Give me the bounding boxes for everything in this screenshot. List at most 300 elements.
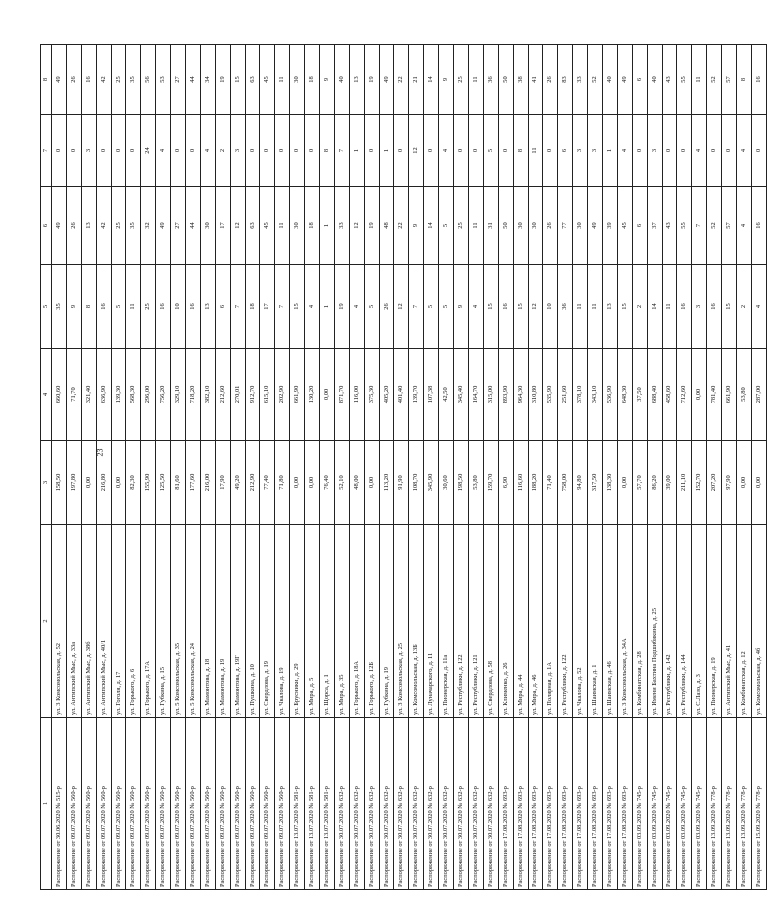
table-row	[66, 45, 81, 890]
count-cell: 0	[305, 115, 320, 187]
order-cell: Распоряжение от 03.09.2020 № 745-р	[692, 718, 707, 890]
table-row	[52, 45, 67, 890]
count-cell: 0	[186, 115, 201, 187]
address-cell: ул. Горького, д. 6	[126, 525, 141, 718]
order-cell: Распоряжение от 09.07.2020 № 560-р	[126, 718, 141, 890]
count-cell: 0	[364, 115, 379, 187]
area-cell: 345,90	[424, 441, 439, 525]
table-row	[513, 45, 528, 890]
count-cell: 13	[602, 265, 617, 349]
count-cell: 12	[528, 265, 543, 349]
address-cell: ул. Шаимская, д. 46	[602, 525, 617, 718]
total-cell: 30	[290, 45, 305, 115]
count-cell: 4	[156, 115, 171, 187]
count-cell: 16	[186, 265, 201, 349]
count-cell: 12	[230, 187, 245, 265]
area-cell: 49,20	[230, 441, 245, 525]
address-cell: ул. Щорса, д. 1	[320, 525, 335, 718]
count-cell: 32	[141, 187, 156, 265]
count-cell: 39	[602, 187, 617, 265]
area-cell: 30,60	[439, 441, 454, 525]
table-row	[617, 45, 632, 890]
count-cell: 7	[230, 265, 245, 349]
total-cell: 27	[171, 45, 186, 115]
table-row	[439, 45, 454, 890]
total-cell: 49	[52, 45, 67, 115]
area-cell: 758,00	[558, 441, 573, 525]
area-cell: 648,30	[617, 349, 632, 441]
count-cell: 19	[334, 265, 349, 349]
area-cell: 158,50	[52, 441, 67, 525]
order-cell: Распоряжение от 03.09.2020 № 745-р	[662, 718, 677, 890]
area-cell: 287,00	[751, 349, 766, 441]
area-cell: 139,70	[409, 349, 424, 441]
table-row	[647, 45, 662, 890]
area-cell: 401,40	[394, 349, 409, 441]
area-cell: 212,60	[215, 349, 230, 441]
total-cell: 40	[334, 45, 349, 115]
count-cell: 17	[215, 187, 230, 265]
area-cell: 378,10	[573, 349, 588, 441]
table-row	[81, 45, 96, 890]
total-cell: 49	[617, 45, 632, 115]
address-cell: ул. Мира, д. 44	[513, 525, 528, 718]
table-row	[364, 45, 379, 890]
address-cell: ул. Чкалова, д. 52	[573, 525, 588, 718]
count-cell: 52	[707, 187, 722, 265]
count-cell: 49	[156, 187, 171, 265]
total-cell: 8	[736, 45, 751, 115]
area-cell: 310,80	[528, 349, 543, 441]
count-cell: 27	[171, 187, 186, 265]
table-row	[394, 45, 409, 890]
table-row	[602, 45, 617, 890]
count-cell: 36	[558, 265, 573, 349]
count-cell: 11	[126, 265, 141, 349]
order-cell: Распоряжение от 17.08.2020 № 693-р	[558, 718, 573, 890]
count-cell: 17	[260, 265, 275, 349]
table-row	[722, 45, 737, 890]
address-cell: ул. Республики, д. 142	[662, 525, 677, 718]
count-cell: 19	[364, 187, 379, 265]
area-cell: 712,60	[677, 349, 692, 441]
total-cell: 53	[156, 45, 171, 115]
area-cell: 0,00	[736, 441, 751, 525]
count-cell: 7	[692, 187, 707, 265]
address-cell: ул. Полярная, д. 1А	[543, 525, 558, 718]
order-cell: Распоряжение от 09.07.2020 № 560-р	[156, 718, 171, 890]
count-cell: 8	[81, 265, 96, 349]
address-cell: ул. Мамонтова, д. 19	[215, 525, 230, 718]
table-row	[454, 45, 469, 890]
count-cell: 5	[364, 265, 379, 349]
order-cell: Распоряжение от 09.07.2020 № 560-р	[111, 718, 126, 890]
table-row	[260, 45, 275, 890]
total-cell: 6	[632, 45, 647, 115]
order-cell: Распоряжение от 09.07.2020 № 560-р	[96, 718, 111, 890]
count-cell: 2	[215, 115, 230, 187]
header-cell: 6	[41, 187, 52, 265]
count-cell: 9	[454, 265, 469, 349]
total-cell: 34	[200, 45, 215, 115]
total-cell: 13	[349, 45, 364, 115]
count-cell: 49	[588, 187, 603, 265]
address-cell: ул. 3 Комсомольская, д. 52	[52, 525, 67, 718]
count-cell: 37	[647, 187, 662, 265]
total-cell: 49	[379, 45, 394, 115]
order-cell: Распоряжение от 30.07.2020 № 632-р	[349, 718, 364, 890]
count-cell: 0	[111, 115, 126, 187]
address-cell: ул. Антипский Мыс, д. 38б	[81, 525, 96, 718]
order-cell: Распоряжение от 30.07.2020 № 632-р	[483, 718, 498, 890]
area-cell: 39,00	[662, 441, 677, 525]
area-cell: 97,90	[722, 441, 737, 525]
area-cell: 107,38	[424, 349, 439, 441]
count-cell: 0	[245, 115, 260, 187]
area-cell: 382,10	[200, 349, 215, 441]
total-cell: 45	[260, 45, 275, 115]
area-cell: 251,60	[558, 349, 573, 441]
count-cell: 3	[230, 115, 245, 187]
count-cell: 0	[171, 115, 186, 187]
table-row	[424, 45, 439, 890]
area-cell: 216,80	[96, 441, 111, 525]
count-cell: 35	[126, 187, 141, 265]
count-cell: 44	[186, 187, 201, 265]
area-cell: 57,70	[632, 441, 647, 525]
area-cell: 315,00	[483, 349, 498, 441]
order-cell: Распоряжение от 30.07.2020 № 632-р	[409, 718, 424, 890]
order-cell: Распоряжение от 17.08.2020 № 693-р	[602, 718, 617, 890]
count-cell: 11	[275, 187, 290, 265]
count-cell: 16	[96, 265, 111, 349]
count-cell: 0	[498, 115, 513, 187]
table-row	[230, 45, 245, 890]
count-cell: 16	[498, 265, 513, 349]
count-cell: 15	[617, 265, 632, 349]
count-cell: 25	[141, 265, 156, 349]
area-cell: 343,10	[588, 349, 603, 441]
area-cell: 0,00	[617, 441, 632, 525]
total-cell: 25	[454, 45, 469, 115]
order-cell: Распоряжение от 30.07.2020 № 632-р	[468, 718, 483, 890]
count-cell: 0	[424, 115, 439, 187]
address-cell: ул. Шаимская, д. 1	[588, 525, 603, 718]
address-cell: ул. 3 Комсомольская, д. 25	[394, 525, 409, 718]
address-cell: ул. Горького, д. 17А	[141, 525, 156, 718]
address-cell: ул. С.Лазо, д. 3	[692, 525, 707, 718]
count-cell: 10	[171, 265, 186, 349]
order-cell: Распоряжение от 13.09.2020 № 778-р	[722, 718, 737, 890]
count-cell: 50	[498, 187, 513, 265]
address-cell: ул. Республики, д. 122	[558, 525, 573, 718]
area-cell: 71,40	[543, 441, 558, 525]
total-cell: 26	[543, 45, 558, 115]
order-cell: Распоряжение от 17.08.2020 № 693-р	[528, 718, 543, 890]
count-cell: 0	[454, 115, 469, 187]
count-cell: 7	[409, 265, 424, 349]
order-cell: Распоряжение от 09.07.2020 № 560-р	[245, 718, 260, 890]
count-cell: 30	[573, 187, 588, 265]
address-cell: ул. Антипский Мыс, д. 40/1	[96, 525, 111, 718]
count-cell: 0	[722, 115, 737, 187]
area-cell: 94,80	[573, 441, 588, 525]
order-cell: Распоряжение от 30.07.2020 № 632-р	[394, 718, 409, 890]
area-cell: 138,30	[602, 441, 617, 525]
count-cell: 5	[111, 265, 126, 349]
area-cell: 458,60	[662, 349, 677, 441]
total-cell: 18	[305, 45, 320, 115]
area-cell: 0,00	[81, 441, 96, 525]
count-cell: 1	[320, 187, 335, 265]
count-cell: 24	[141, 115, 156, 187]
area-cell: 321,40	[81, 349, 96, 441]
count-cell: 57	[722, 187, 737, 265]
table-row	[588, 45, 603, 890]
area-cell: 270,01	[230, 349, 245, 441]
table-row	[96, 45, 111, 890]
area-cell: 871,70	[334, 349, 349, 441]
table-row	[245, 45, 260, 890]
table-row	[736, 45, 751, 890]
total-cell: 25	[111, 45, 126, 115]
area-cell: 211,10	[677, 441, 692, 525]
address-cell: ул. 5 Комсомольская, д. 24	[186, 525, 201, 718]
total-cell: 52	[707, 45, 722, 115]
table-row	[692, 45, 707, 890]
count-cell: 9	[66, 265, 81, 349]
area-cell: 108,70	[409, 441, 424, 525]
area-cell: 375,30	[364, 349, 379, 441]
count-cell: 1	[320, 265, 335, 349]
area-cell: 636,90	[96, 349, 111, 441]
table-row	[290, 45, 305, 890]
area-cell: 82,30	[126, 441, 141, 525]
count-cell: 26	[379, 265, 394, 349]
count-cell: 4	[617, 115, 632, 187]
count-cell: 2	[632, 265, 647, 349]
total-cell: 11	[275, 45, 290, 115]
address-cell: ул. Антипский Мыс, д. 33а	[66, 525, 81, 718]
area-cell: 964,30	[513, 349, 528, 441]
order-cell: Распоряжение от 30.07.2020 № 632-р	[379, 718, 394, 890]
order-cell: Распоряжение от 03.09.2020 № 745-р	[677, 718, 692, 890]
area-cell: 216,00	[200, 441, 215, 525]
count-cell: 0	[275, 115, 290, 187]
count-cell: 12	[394, 265, 409, 349]
address-cell: ул. Брусники, д. 29	[290, 525, 305, 718]
count-cell: 4	[736, 187, 751, 265]
table-row	[558, 45, 573, 890]
count-cell: 11	[468, 187, 483, 265]
area-cell: 116,60	[513, 441, 528, 525]
total-cell: 35	[126, 45, 141, 115]
count-cell: 15	[290, 265, 305, 349]
count-cell: 4	[736, 115, 751, 187]
area-cell: 48,00	[349, 441, 364, 525]
order-cell: Распоряжение от 17.08.2020 № 693-р	[543, 718, 558, 890]
total-cell: 55	[677, 45, 692, 115]
area-cell: 202,90	[275, 349, 290, 441]
count-cell: 11	[573, 265, 588, 349]
count-cell: 11	[588, 265, 603, 349]
table-row	[275, 45, 290, 890]
count-cell: 8	[320, 115, 335, 187]
total-cell: 15	[230, 45, 245, 115]
address-cell: ул. Чкалова, д. 19	[275, 525, 290, 718]
count-cell: 16	[751, 187, 766, 265]
count-cell: 0	[632, 115, 647, 187]
order-cell: Распоряжение от 15.09.2020 № 778-р	[751, 718, 766, 890]
table-row	[126, 45, 141, 890]
count-cell: 3	[573, 115, 588, 187]
table-row	[662, 45, 677, 890]
count-cell: 7	[334, 115, 349, 187]
order-cell: Распоряжение от 13.07.2020 № 581-р	[290, 718, 305, 890]
count-cell: 6	[215, 265, 230, 349]
total-cell: 41	[528, 45, 543, 115]
address-cell: ул. Республики, д. 122	[454, 525, 469, 718]
area-cell: 139,30	[111, 349, 126, 441]
count-cell: 0	[707, 115, 722, 187]
count-cell: 42	[96, 187, 111, 265]
area-cell: 164,70	[468, 349, 483, 441]
total-cell: 56	[141, 45, 156, 115]
area-cell: 130,20	[305, 349, 320, 441]
count-cell: 4	[200, 115, 215, 187]
area-cell: 53,80	[736, 349, 751, 441]
total-cell: 9	[439, 45, 454, 115]
count-cell: 4	[305, 265, 320, 349]
count-cell: 33	[334, 187, 349, 265]
order-cell: Распоряжение от 03.09.2020 № 745-р	[632, 718, 647, 890]
count-cell: 4	[349, 265, 364, 349]
area-cell: 53,80	[468, 441, 483, 525]
count-cell: 1	[602, 115, 617, 187]
address-cell: ул. 5 Комсомольская, д. 35	[171, 525, 186, 718]
count-cell: 0	[543, 115, 558, 187]
count-cell: 9	[409, 187, 424, 265]
address-cell: ул. Мира, д. 35	[334, 525, 349, 718]
area-cell: 113,20	[379, 441, 394, 525]
count-cell: 13	[200, 265, 215, 349]
area-cell: 155,90	[141, 441, 156, 525]
total-cell: 57	[722, 45, 737, 115]
area-cell: 207,20	[707, 441, 722, 525]
table-row	[677, 45, 692, 890]
order-cell: Распоряжение от 17.08.2020 № 693-р	[573, 718, 588, 890]
total-cell: 33	[573, 45, 588, 115]
area-cell: 660,60	[52, 349, 67, 441]
order-cell: Распоряжение от 09.07.2020 № 560-р	[186, 718, 201, 890]
count-cell: 12	[349, 187, 364, 265]
count-cell: 0	[52, 115, 67, 187]
count-cell: 7	[275, 265, 290, 349]
area-cell: 198,50	[454, 441, 469, 525]
area-cell: 0,00	[364, 441, 379, 525]
area-cell: 197,80	[66, 441, 81, 525]
address-cell: ул. Мамонтова, д. 18	[200, 525, 215, 718]
count-cell: 0	[96, 115, 111, 187]
address-cell: ул. Пушкина, д. 10	[245, 525, 260, 718]
header-cell: 2	[41, 525, 52, 718]
area-cell: 0,00	[692, 349, 707, 441]
order-cell: Распоряжение от 17.08.2020 № 693-р	[513, 718, 528, 890]
area-cell: 152,70	[692, 441, 707, 525]
table-row	[632, 45, 647, 890]
order-cell: Распоряжение от 13.09.2020 № 778-р	[736, 718, 751, 890]
count-cell: 16	[156, 265, 171, 349]
count-cell: 0	[751, 115, 766, 187]
address-cell: ул. Мамонтова, д. 19Г	[230, 525, 245, 718]
count-cell: 26	[543, 187, 558, 265]
area-cell: 781,40	[707, 349, 722, 441]
area-cell: 405,20	[379, 349, 394, 441]
order-cell: Распоряжение от 09.07.2020 № 560-р	[230, 718, 245, 890]
area-cell: 17,90	[215, 441, 230, 525]
order-cell: Распоряжение от 09.07.2020 № 560-р	[200, 718, 215, 890]
area-cell: 615,10	[260, 349, 275, 441]
order-cell: Распоряжение от 09.07.2020 № 560-р	[141, 718, 156, 890]
address-cell: ул. Комбинатская, д. 28	[632, 525, 647, 718]
area-cell: 317,50	[588, 441, 603, 525]
count-cell: 3	[692, 265, 707, 349]
total-cell: 14	[424, 45, 439, 115]
count-cell: 8	[513, 115, 528, 187]
header-cell: 5	[41, 265, 52, 349]
resettlement-table	[40, 44, 767, 890]
total-cell: 26	[66, 45, 81, 115]
area-cell: 912,70	[245, 349, 260, 441]
area-cell: 91,90	[394, 441, 409, 525]
header-cell: 3	[41, 441, 52, 525]
count-cell: 14	[424, 187, 439, 265]
area-cell: 86,20	[647, 441, 662, 525]
address-cell: ул. Комбинатская, д. 12	[736, 525, 751, 718]
table-row	[334, 45, 349, 890]
count-cell: 0	[677, 115, 692, 187]
order-cell: Распоряжение от 30.07.2020 № 632-р	[364, 718, 379, 890]
header-cell: 7	[41, 115, 52, 187]
address-cell: ул. Республики, д. 144	[677, 525, 692, 718]
total-cell: 11	[468, 45, 483, 115]
table-row	[111, 45, 126, 890]
area-cell: 345,40	[454, 349, 469, 441]
count-cell: 16	[677, 265, 692, 349]
address-cell: ул. Пионерская, д. 11а	[439, 525, 454, 718]
total-cell: 38	[513, 45, 528, 115]
area-cell: 159,70	[483, 441, 498, 525]
table-row	[171, 45, 186, 890]
area-cell: 77,40	[260, 441, 275, 525]
order-cell: Распоряжение от 17.08.2020 № 693-р	[588, 718, 603, 890]
order-cell: Распоряжение от 09.07.2020 № 560-р	[215, 718, 230, 890]
address-cell: ул. Имени Бахтина Подшибякина, д. 25	[647, 525, 662, 718]
address-cell: ул. Пионерская, д. 19	[707, 525, 722, 718]
count-cell: 11	[528, 115, 543, 187]
table-row	[707, 45, 722, 890]
count-cell: 10	[543, 265, 558, 349]
area-cell: 535,90	[543, 349, 558, 441]
count-cell: 35	[52, 265, 67, 349]
total-cell: 42	[96, 45, 111, 115]
total-cell: 36	[483, 45, 498, 115]
address-cell: ул. Луначарского, д. 11	[424, 525, 439, 718]
header-row	[41, 45, 52, 890]
count-cell: 4	[751, 265, 766, 349]
area-cell: 6,90	[498, 441, 513, 525]
count-cell: 16	[707, 265, 722, 349]
